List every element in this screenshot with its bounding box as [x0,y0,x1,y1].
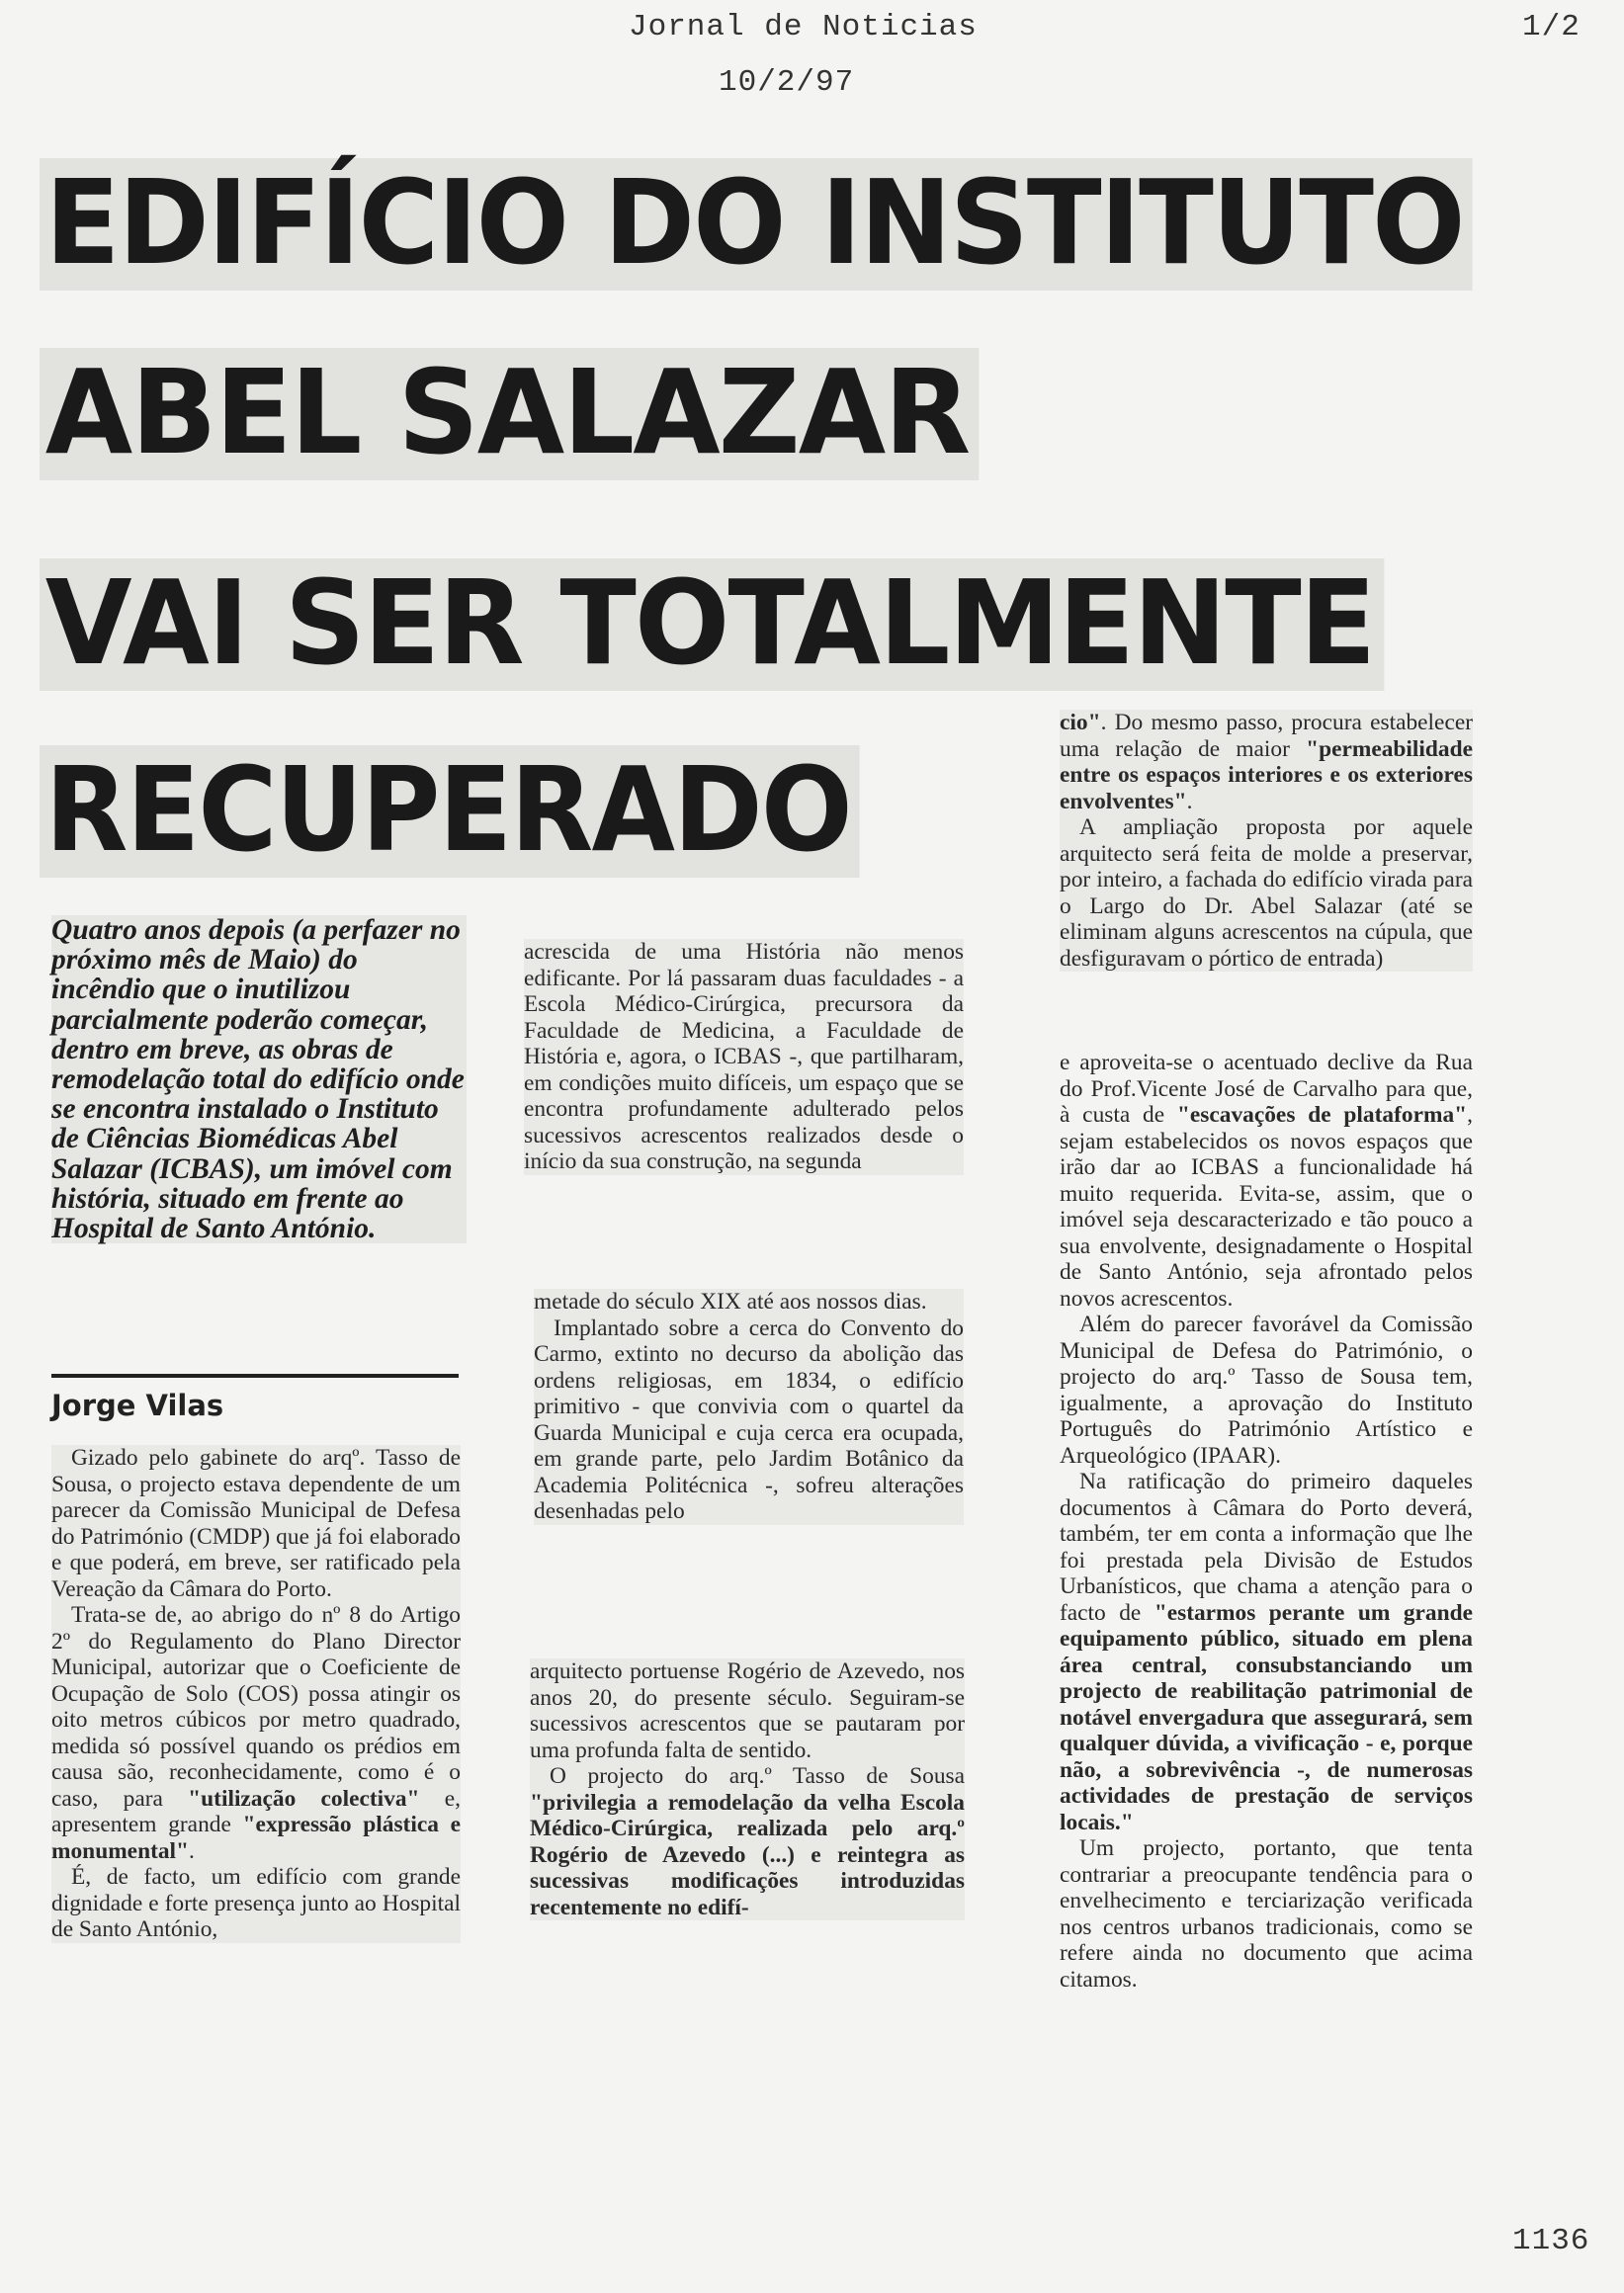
col3-block1-quote: "permeabilidade entre os espaços interiores e os exteriores envolventes" [1060,735,1473,814]
col3-block2-text-2: , sejam estabelecidos os novos espaços que irão dar ao ICBAS a funcionalidade há muito requerida. Evita-se, assim, que o imóvel seja descaracterizado e tão pouco a sua envolvente, designadamente o Hospital de Santo António, seja afrontado pelos novos acrescentos. [1060,1102,1473,1312]
col3-block2-p2: Além do parecer favorável da Comissão Municipal de Defesa do Património, o projecto do arq.º Tasso de Sousa tem, igualmente, a aprovação do Instituto Português do Património Artístico e Arqueológico (IPAAR). [1060,1312,1473,1469]
col2-block3-p1: arquitecto portuense Rogério de Azevedo, nos anos 20, do presente século. Seguiram-se sucessivos acrescentos que se pautaram por uma profunda falta de sentido. [530,1658,965,1763]
col2-block1-text: acrescida de uma História não menos edificante. Por lá passaram duas faculdades - a Escola Médico-Cirúrgica, precursora da Faculdade de Medicina, a Faculdade de História e, agora, o ICBAS -, que partilharam, em condições muito difíceis, um espaço que se encontra profundamente adulterado pelos sucessivos acrescentos realizados desde o início da sua construção, na segunda [524,939,964,1174]
col1-paragraph-2 [51,1602,461,1864]
newspaper-name: Jornal de Noticias [629,10,978,44]
headline-line-1: EDIFÍCIO DO INSTITUTO [40,158,1473,291]
col3-block2-p3-quote: "estarmos perante um grande equipamento público, situado em plena área central, consubstanciando um projecto de reabilitação patrimonial de notável envergadura que assegurará, sem qualquer dúvida, a vivificação - e, porque não, a sobrevivência -, de numerosas actividades de prestação de serviços locais." [1060,1599,1473,1835]
col1-paragraph-1: Gizado pelo gabinete do arqº. Tasso de Sousa, o projecto estava dependente de um parecer da Comissão Municipal de Defesa do Património (CMDP) que já foi elaborado e que poderá, em breve, ser ratificado pela Vereação da Câmara do Porto. [51,1445,461,1602]
article-column-3-block-1 [1060,710,1473,972]
headline-line-4: RECUPERADO [40,745,860,878]
col2-block3-quote: "privilegia a remodelação da velha Escola Médico-Cirúrgica, realizada pelo arq.º Rogério de Azevedo (...) e reintegra as sucessivas modificações introduzidas recentemente no edifí- [530,1789,965,1920]
col1-p2-text-2: e, apresentem grande [51,1785,462,1837]
article-column-1 [51,1445,461,1943]
article-column-2-block-2 [534,1289,964,1525]
archive-page-number: 1136 [1512,2224,1590,2258]
headline-line-2: ABEL SALAZAR [40,348,979,480]
col3-block2-p3-text: Na ratificação do primeiro daqueles documentos à Câmara do Porto deverá, também, ter em conta a informação que lhe foi prestada pela Divisão de Estudos Urbanísticos, que chama a atenção para o facto de [1060,1469,1473,1626]
page-marker: 1/2 [1522,10,1581,44]
col3-block1-p2: A ampliação proposta por aquele arquitecto será feita de molde a preservar, por inteiro, a fachada do edifício virada para o Largo do Dr. Abel Salazar (até se eliminam alguns acrescentos na cúpula, que desfiguravam o pórtico de entrada) [1060,814,1473,972]
col3-block2-p4: Um projecto, portanto, que tenta contrariar a preocupante tendência para o envelhecimento e terciarização verificada nos centros urbanos tradicionais, como se refere ainda no documento que acima citamos. [1060,1835,1473,1993]
article-column-2-block-1 [524,939,964,1175]
col3-block1-end: . [1186,788,1193,814]
col3-block1-p1 [1060,710,1473,814]
col2-block3-p2 [530,1763,965,1920]
clipping-date: 10/2/97 [719,65,855,100]
col2-block2-p1: metade do século XIX até aos nossos dias. [534,1289,927,1315]
col1-p2-quote-2: "expressão plástica e monumental" [51,1812,461,1864]
col2-block3-text: O projecto do arq.º Tasso de Sousa [550,1763,965,1789]
col3-block2-quote: "escavações de plataforma" [1176,1102,1468,1128]
col3-block2-p3 [1060,1469,1473,1835]
col1-p2-end: . [189,1837,195,1864]
article-lead: Quatro anos depois (a perfazer no próximo mês de Maio) do incêndio que o inutilizou parcialmente poderão começar, dentro em breve, as obras de remodelação total do edifício onde se encontra instalado o Instituto de Ciências Biomédicas Abel Salazar (ICBAS), um imóvel com história, situado em frente ao Hospital de Santo António. [51,915,467,1243]
col2-block2-p2: Implantado sobre a cerca do Convento do Carmo, extinto no decurso da abolição das ordens religiosas, em 1834, o edifício primitivo - que convivia com o quartel da Guarda Municipal e cuja cerca era ocupada, em grande parte, pelo Jardim Botânico da Academia Politécnica -, sofreu alterações desenhadas pelo [534,1315,964,1524]
article-author: Jorge Vilas [51,1389,224,1422]
col3-block2-text: e aproveita-se o acentuado declive da Rua do Prof.Vicente José de Carvalho para que, à custa de [1060,1050,1473,1128]
col1-p2-quote-1: "utilização colectiva" [188,1785,420,1812]
col3-quote-end: cio" [1060,710,1101,735]
article-column-3-block-2 [1060,1050,1473,1993]
article-column-2-block-3 [530,1658,965,1920]
col3-block2-p1 [1060,1050,1473,1312]
headline-line-3: VAI SER TOTALMENTE [40,558,1384,691]
col3-block1-text: . Do mesmo passo, procura estabelecer uma relação de maior [1060,710,1473,762]
author-rule [51,1374,459,1378]
col1-p2-text: Trata-se de, ao abrigo do nº 8 do Artigo 2º do Regulamento do Plano Director Municipal, autorizar que o Coeficiente de Ocupação de Solo (COS) possa atingir os oito metros cúbicos por metro quadrado, medida só possível quando os prédios em causa são, reconhecidamente, como é o caso, para [51,1602,461,1812]
col1-paragraph-3: É, de facto, um edifício com grande dignidade e forte presença junto ao Hospital de Santo António, [51,1864,461,1942]
